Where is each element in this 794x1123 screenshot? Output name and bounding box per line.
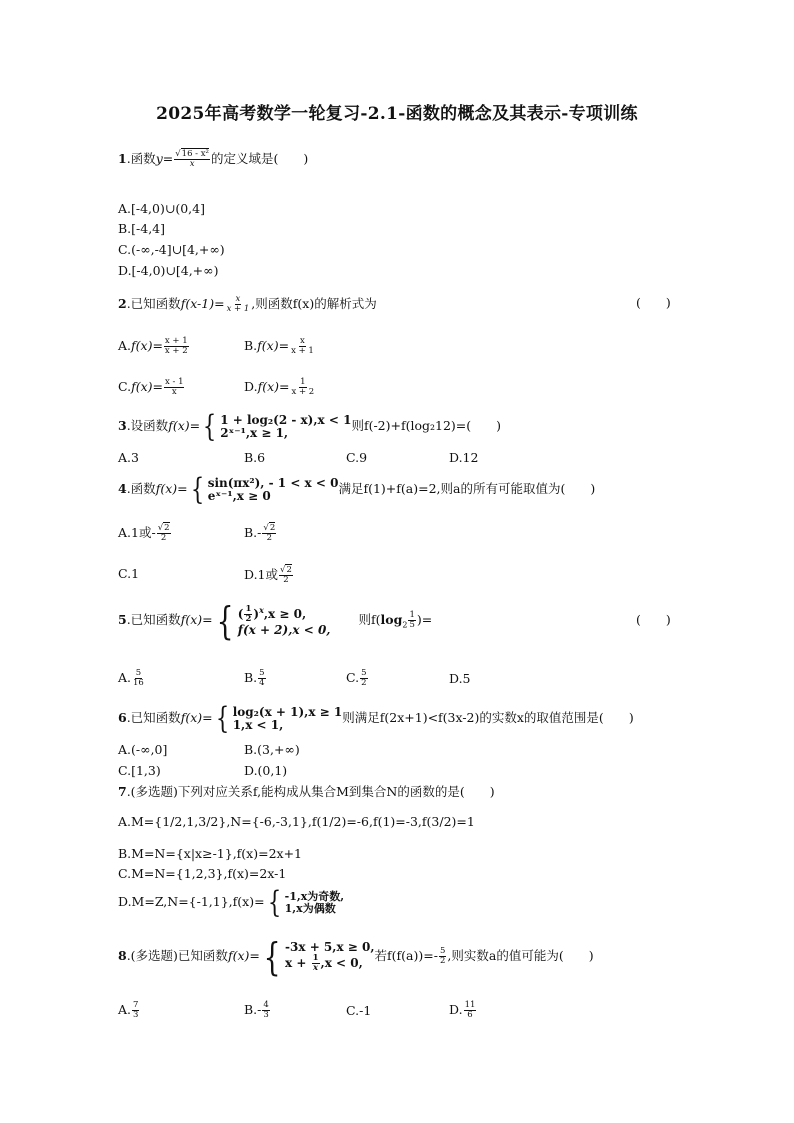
option-a: A. $\frac{5}{16}$ (118, 668, 144, 688)
option-d: D.M=Z,N={-1,1},f(x)= { -1,x为奇数, 1,x为偶数 (118, 884, 345, 920)
option-c: C.f(x)= $\frac{x - 1}{x}$ (118, 377, 184, 397)
option-b: B. $\frac{5}{4}$ (244, 668, 265, 688)
question-2 (118, 295, 377, 314)
option-d: D.(0,1) (244, 763, 288, 778)
option-a: A.M={1/2,1,3/2},N={-6,-3,1},f(1/2)=-6,f(1)=-3,f(3/2)=1 (118, 814, 475, 829)
option-b: B.M=N={x|x≥-1},f(x)=2x+1 (118, 846, 303, 861)
option-c: C.M=N={1,2,3},f(x)=2x-1 (118, 866, 287, 881)
piecewise: { ( $\frac{1}{2}$ )$^x$,x ≥ 0, f(x + 2),x < 0, (216, 598, 331, 643)
question-3: 3.设函数f(x)= { 1 + log₂(2 - x),x < 1 2ˣ⁻¹,x ≥ 1, 则f(-2)+f(log₂12)=( ) (118, 408, 502, 444)
question-1 (118, 150, 308, 169)
option-c: C.1 (118, 566, 140, 581)
option-a: A.f(x)= $\frac{x + 1}{x + 2}$ (118, 336, 188, 356)
math-text: f(x-1)= (180, 296, 225, 311)
piecewise: { 1 + log₂(2 - x),x < 1 2ˣ⁻¹,x ≥ 1, (202, 408, 352, 444)
question-number: 8 (118, 948, 127, 963)
option-c: C.[1,3) (118, 763, 161, 778)
option-a: A.1或- $\frac{√2}{2}$ (118, 523, 170, 543)
question-text: .已知函数 (126, 296, 181, 311)
fraction: $\frac{x}{x + 1}$ (226, 294, 250, 314)
question-number: 4 (118, 481, 127, 496)
question-number: 3 (118, 418, 127, 433)
option-b: B.[-4,4] (118, 221, 166, 236)
option-d: D.5 (449, 671, 471, 686)
page-title: 2025年高考数学一轮复习-2.1-函数的概念及其表示-专项训练 (156, 104, 638, 124)
option-c: C.9 (346, 450, 368, 465)
option-b: B.- $\frac{√2}{2}$ (244, 523, 276, 543)
question-4: 4.函数f(x)= { sin(πx²), - 1 < x < 0 eˣ⁻¹,x ≥ 0 满足f(1)+f(a)=2,则a的所有可能取值为( ) (118, 471, 596, 507)
option-b: B.(3,+∞) (244, 742, 300, 757)
piecewise: { -3x + 5,x ≥ 0, x + $\frac{1}{x}$ ,x < 0, (263, 934, 375, 979)
option-d: D.1或 $\frac{√2}{2}$ (244, 565, 292, 585)
answer-blank: ( ) (636, 295, 671, 310)
question-text: ,则函数f(x)的解析式为 (251, 296, 377, 311)
answer-blank: ( ) (636, 612, 671, 627)
option-c: C. $\frac{5}{2}$ (346, 668, 367, 688)
question-8: 8.(多选题)已知函数f(x)= { -3x + 5,x ≥ 0, x + $\frac{1}{x}$ ,x < 0, 若f(f(a))=- $\frac{5}{2}$ ,则实数a的值可能为( ) (118, 934, 594, 979)
option-c: C.-1 (346, 1003, 372, 1018)
fraction: $\frac{\text{√16 - x²}}{x}$ (175, 149, 209, 169)
option-c: C.(-∞,-4]∪[4,+∞) (118, 242, 225, 257)
option-a: A. $\frac{7}{3}$ (118, 1000, 139, 1020)
option-b: B.- $\frac{4}{3}$ (244, 1000, 269, 1020)
piecewise: { log₂(x + 1),x ≥ 1 1,x < 1, (215, 700, 343, 736)
question-text: 的定义域是( ) (210, 151, 309, 166)
question-text: .函数 (126, 151, 156, 166)
question-number: 7 (118, 784, 127, 799)
question-6: 6.已知函数f(x)= { log₂(x + 1),x ≥ 1 1,x < 1, 则满足f(2x+1)<f(3x-2)的实数x的取值范围是( ) (118, 700, 634, 736)
question-7: 7.(多选题)下列对应关系f,能构成从集合M到集合N的函数的是( ) (118, 784, 495, 799)
math-text: = (162, 151, 174, 166)
piecewise: { sin(πx²), - 1 < x < 0 eˣ⁻¹,x ≥ 0 (190, 471, 339, 507)
question-number: 2 (118, 296, 127, 311)
option-d: D.[-4,0)∪[4,+∞) (118, 263, 219, 278)
option-d: D.f(x)= $\frac{1}{x + 2}$ (244, 377, 315, 397)
question-number: 5 (118, 612, 127, 627)
option-a: A.3 (118, 450, 139, 465)
option-b: B.6 (244, 450, 266, 465)
option-a: A.(-∞,0] (118, 742, 168, 757)
question-5: 5.已知函数f(x)= { ( $\frac{1}{2}$ )$^x$,x ≥ 0, f(x + 2),x < 0, 则$f(\log_2$ $\frac{1}{5}$ )= (118, 598, 433, 643)
question-number: 1 (118, 151, 127, 166)
math-var: y (155, 151, 163, 166)
option-d: D.12 (449, 450, 479, 465)
option-a: A.[-4,0)∪(0,4] (118, 201, 205, 216)
option-b: B.f(x)= $\frac{x}{x + 1}$ (244, 336, 314, 356)
question-number: 6 (118, 710, 127, 725)
option-d: D. $\frac{11}{6}$ (449, 1000, 476, 1020)
